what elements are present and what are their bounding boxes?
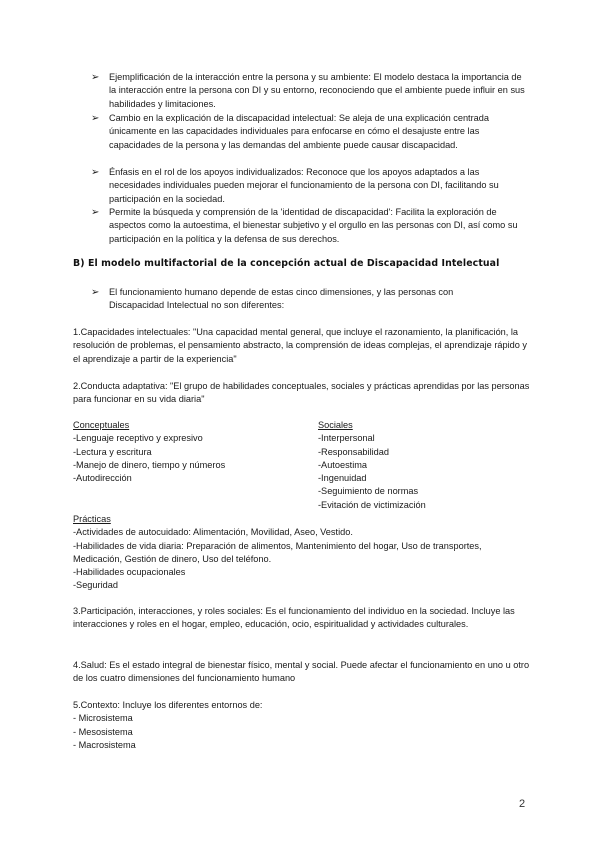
arrow-bullet-icon: ➢ — [91, 287, 100, 298]
list-item: -Seguridad — [73, 580, 118, 591]
list-item: -Habilidades ocupacionales — [73, 567, 186, 578]
dimension-2-text: 2.Conducta adaptativa: "El grupo de habilidades conceptuales, sociales y prácticas aprendidas por las personas para funcionar en su vida diaria" — [73, 381, 530, 405]
bullet-interaction: Ejemplificación de la interacción entre la persona y su ambiente: El modelo destaca la importancia de la interacción entre la persona con DI y su entorno, reconociendo que el ambiente puede influir en sus habilidades y limitaciones. — [109, 72, 525, 109]
intro-bullet: El funcionamiento humano depende de estas cinco dimensiones, y las personas con Discapacidad Intelectual no son diferentes: — [109, 287, 454, 311]
list-item: -Lectura y escritura — [73, 446, 152, 457]
conceptuales-title: Conceptuales — [73, 420, 130, 430]
sociales-column — [318, 419, 426, 512]
list-item: -Seguimiento de normas — [318, 486, 419, 497]
practicas-title: Prácticas — [73, 514, 111, 524]
list-item: -Autodirección — [73, 473, 132, 484]
list-item: -Interpersonal — [318, 433, 375, 444]
arrow-bullet-icon: ➢ — [91, 72, 100, 83]
list-item: -Ingenuidad — [318, 473, 367, 484]
conceptuales-column — [73, 419, 225, 485]
bullet-supports: Énfasis en el rol de los apoyos individualizados: Reconoce que los apoyos adaptados a las necesidades individuales pueden mejorar el funcionamiento de la persona con DI, facilitando su participación en la sociedad. — [109, 167, 499, 204]
list-item: -Evitación de victimización — [318, 499, 426, 510]
arrow-bullet-icon: ➢ — [91, 167, 100, 178]
list-item: -Actividades de autocuidado: Alimentación, Movilidad, Aseo, Vestido. — [73, 527, 353, 538]
practicas-block — [73, 513, 533, 593]
list-item: - Macrosistema — [73, 739, 136, 750]
list-item: -Habilidades de vida diaria: Preparación de alimentos, Mantenimiento del hogar, Uso de transportes, Medicación, Gestión de dinero, Uso del teléfono. — [73, 540, 482, 564]
dimension-5-block — [73, 699, 262, 752]
bullet-explanation-change: Cambio en la explicación de la discapacidad intelectual: Se aleja de una explicación centrada únicamente en las capacidades individuales para enfocarse en cómo el desajuste entre las capacidades de la persona y las demandas del ambiente puede causar discapacidad. — [109, 113, 489, 150]
dimension-1-text: 1.Capacidades intelectuales: "Una capacidad mental general, que incluye el razonamiento, la planificación, la resolución de problemas, el pensamiento abstracto, la comprensión de ideas complejas, el aprendizaje rápido y el aprendizaje a partir de la experiencia" — [73, 327, 528, 364]
list-item: -Autoestima — [318, 459, 368, 470]
list-item: -Lenguaje receptivo y expresivo — [73, 433, 203, 444]
dimension-5-title: 5.Contexto: Incluye los diferentes entornos de: — [73, 700, 263, 710]
bullet-identity: Permite la búsqueda y comprensión de la 'identidad de discapacidad': Facilita la exploración de aspectos como la autoestima, el bienestar subjetivo y el orgullo en las personas con DI, así como su participación en la política y la defensa de sus derechos. — [109, 207, 518, 244]
dimension-4-text: 4.Salud: Es el estado integral de bienestar físico, mental y social. Puede afectar el funcionamiento en uno u otro de los cuatro dimensiones del funcionamiento humano — [73, 660, 530, 684]
list-item: - Mesosistema — [73, 726, 133, 737]
list-item: -Responsabilidad — [318, 446, 389, 457]
list-item: - Microsistema — [73, 713, 133, 724]
section-heading: B) El modelo multifactorial de la concepción actual de Discapacidad Intelectual — [73, 258, 500, 269]
sociales-title: Sociales — [318, 420, 353, 430]
list-item: -Manejo de dinero, tiempo y números — [73, 459, 226, 470]
page-number: 2 — [519, 798, 526, 810]
arrow-bullet-icon: ➢ — [91, 113, 100, 124]
dimension-3-text: 3.Participación, interacciones, y roles sociales: Es el funcionamiento del individuo en la sociedad. Incluye las interacciones y roles en el hogar, empleo, educación, ocio, espiritualidad y actividades culturales. — [73, 606, 515, 630]
arrow-bullet-icon: ➢ — [91, 207, 100, 218]
